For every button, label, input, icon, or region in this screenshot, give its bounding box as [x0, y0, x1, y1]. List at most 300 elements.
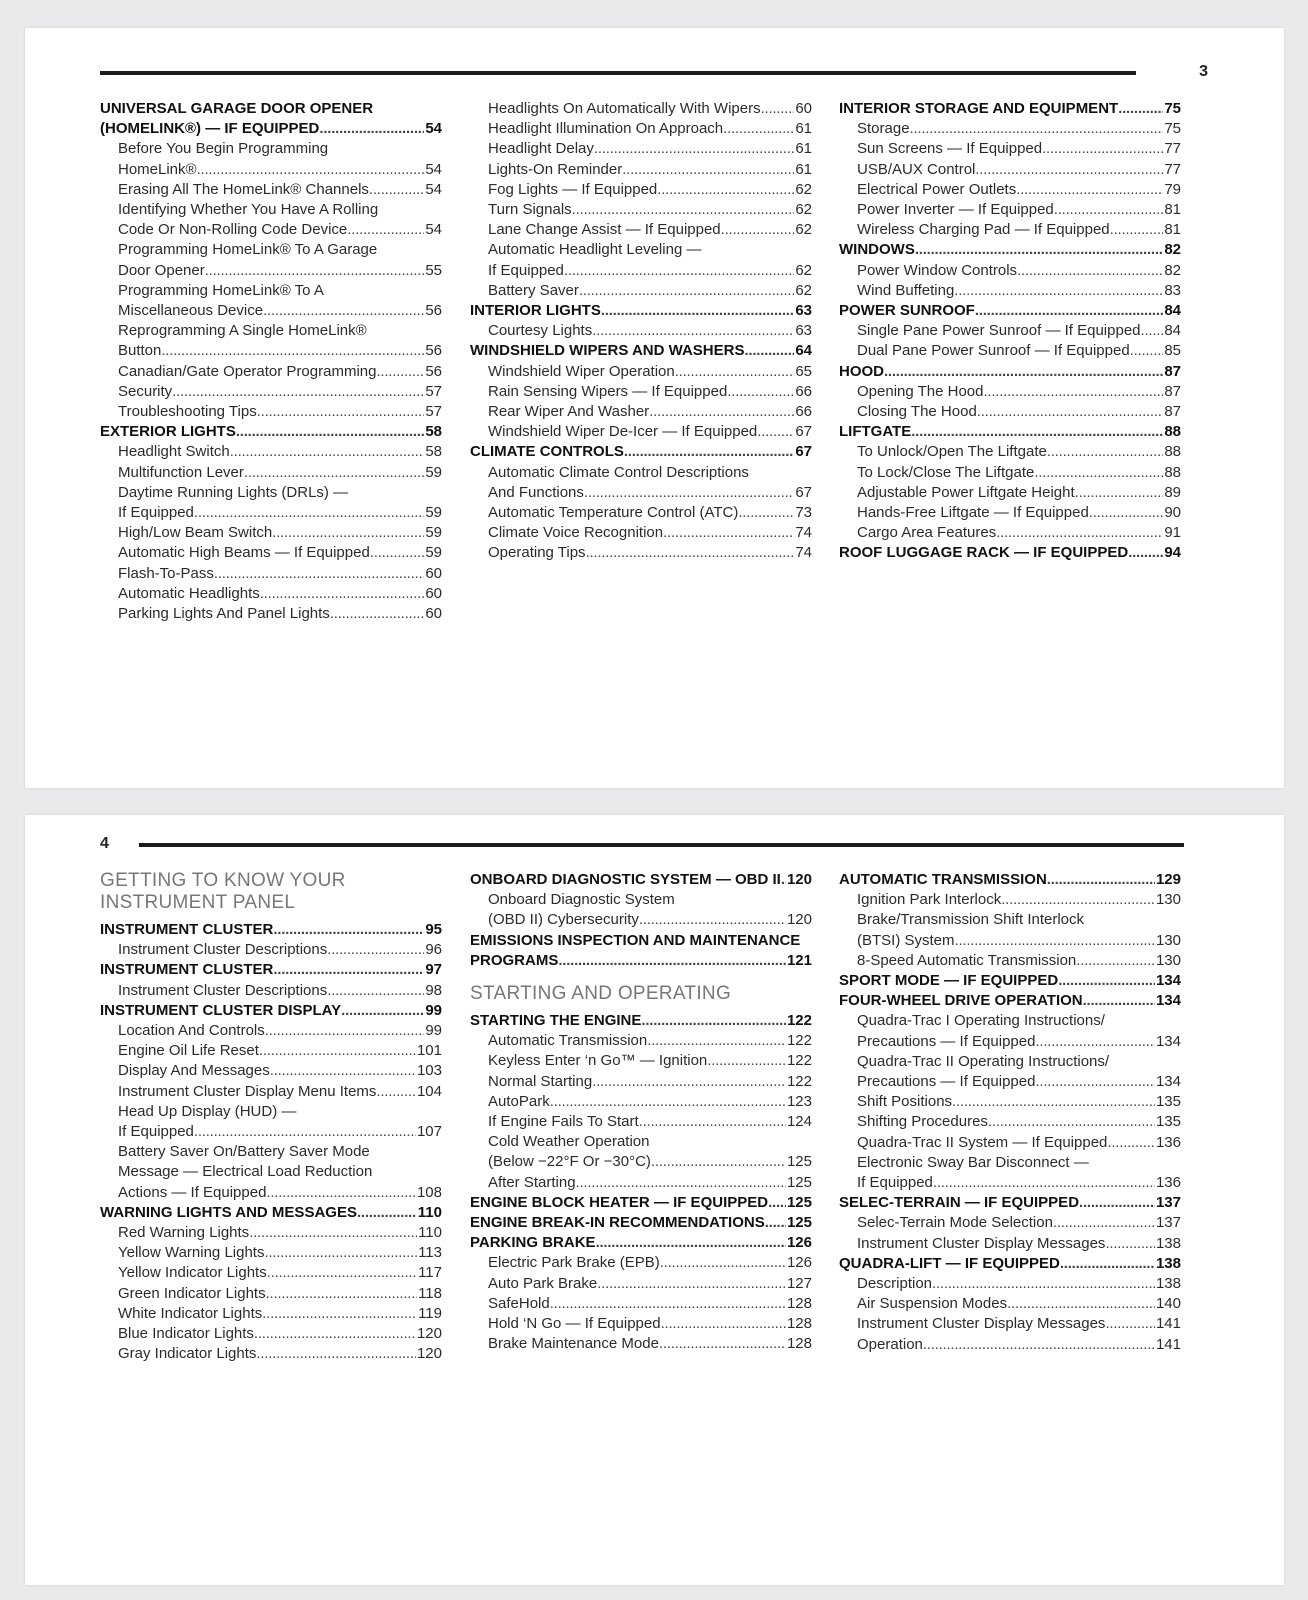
toc-heading[interactable] [839, 971, 1181, 991]
toc-page-number: 64 [795, 342, 812, 360]
toc-entry-title: Security [118, 382, 173, 400]
toc-entry[interactable] [839, 1052, 1181, 1072]
toc-heading[interactable] [470, 1233, 812, 1253]
toc-entry[interactable] [100, 200, 442, 220]
toc-entry-title: Courtesy Lights [488, 322, 593, 340]
toc-entry[interactable] [839, 1294, 1181, 1314]
toc-page-number: 138 [1155, 1254, 1181, 1272]
dot-leader [1118, 99, 1163, 119]
dot-leader [572, 200, 795, 220]
dot-leader [1053, 1213, 1155, 1233]
dot-leader [923, 1335, 1155, 1355]
toc-entry[interactable] [470, 910, 812, 930]
toc-entry-title: Auto Park Brake [488, 1274, 598, 1292]
toc-entry[interactable] [100, 1344, 442, 1364]
toc-entry-title: Closing The Hood [857, 403, 977, 421]
toc-heading[interactable] [470, 1193, 812, 1213]
toc-entry[interactable] [100, 220, 442, 240]
toc-entry[interactable] [470, 1092, 812, 1112]
dot-leader [622, 160, 794, 180]
toc-heading[interactable] [839, 870, 1181, 890]
toc-entry-title: Actions — If Equipped [118, 1183, 267, 1201]
toc-entry-title: Electronic Sway Bar Disconnect — [857, 1153, 1089, 1171]
dot-leader [765, 1213, 786, 1233]
dot-leader [550, 1294, 786, 1314]
toc-entry-title: ONBOARD DIAGNOSTIC SYSTEM — OBD II [470, 871, 781, 888]
toc-page-number: 121 [786, 951, 812, 969]
toc-page-number: 103 [416, 1062, 442, 1080]
toc-entry-title: Red Warning Lights [118, 1224, 250, 1242]
toc-entry[interactable] [470, 119, 812, 139]
toc-entry-title: Parking Lights And Panel Lights [118, 605, 330, 623]
toc-entry[interactable] [470, 1173, 812, 1193]
toc-entry[interactable] [839, 1032, 1181, 1052]
toc-entry-title: AUTOMATIC TRANSMISSION [839, 871, 1047, 888]
toc-page-number: 62 [795, 261, 812, 279]
toc-entry[interactable] [839, 1335, 1181, 1355]
toc-entry[interactable] [100, 1304, 442, 1324]
toc-heading[interactable] [470, 1011, 812, 1031]
toc-entry-title: After Starting [488, 1173, 576, 1191]
toc-page-number: 59 [425, 524, 442, 542]
dot-leader [558, 951, 786, 971]
toc-entry-title: Erasing All The HomeLink® Channels [118, 180, 369, 198]
section-title: GETTING TO KNOW YOUR INSTRUMENT PANEL [100, 870, 346, 913]
toc-entry[interactable] [100, 1082, 442, 1102]
toc-entry[interactable] [100, 281, 442, 301]
toc-page-number: 58 [425, 443, 442, 461]
toc-page-number: 134 [1155, 1073, 1181, 1091]
toc-entry-title: If Equipped [857, 1174, 933, 1192]
toc-entry-title: EXTERIOR LIGHTS [100, 423, 236, 441]
dot-leader [1076, 951, 1155, 971]
toc-entry-title: Keyless Enter ‘n Go™ — Ignition [488, 1052, 708, 1070]
toc-entry-title: Climate Voice Recognition [488, 524, 664, 542]
toc-page-number: 54 [425, 221, 442, 239]
toc-entry[interactable] [100, 1021, 442, 1041]
toc-entry[interactable] [839, 341, 1181, 361]
toc-heading[interactable] [100, 920, 442, 940]
toc-page-number: 94 [1164, 544, 1181, 562]
toc-page-number: 83 [1164, 281, 1181, 299]
toc-entry[interactable] [839, 442, 1181, 462]
toc-entry[interactable] [839, 180, 1181, 200]
toc-entry[interactable] [839, 200, 1181, 220]
toc-entry[interactable] [839, 382, 1181, 402]
toc-entry[interactable] [470, 523, 812, 543]
toc-entry[interactable] [839, 402, 1181, 422]
dot-leader [1075, 483, 1164, 503]
toc-page-number: 107 [416, 1123, 442, 1141]
dot-leader [1047, 442, 1163, 462]
toc-entry[interactable] [470, 220, 812, 240]
toc-entry-title: Programming HomeLink® To A [118, 281, 324, 299]
dot-leader [657, 180, 794, 200]
toc-entry-title: Battery Saver On/Battery Saver Mode [118, 1143, 370, 1161]
toc-entry-title: If Engine Fails To Start [488, 1113, 639, 1131]
toc-heading[interactable] [100, 422, 442, 442]
toc-entry-title: Cargo Area Features [857, 524, 997, 542]
dot-leader [738, 503, 794, 523]
toc-page-number: 120 [786, 911, 812, 929]
toc-entry[interactable] [839, 523, 1181, 543]
toc-entry[interactable] [100, 1284, 442, 1304]
dot-leader [1105, 1314, 1155, 1334]
toc-page-number: 62 [795, 281, 812, 299]
dot-leader [579, 281, 794, 301]
dot-leader [584, 483, 794, 503]
toc-page-number: 120 [786, 871, 812, 888]
toc-page-number: 67 [795, 483, 812, 501]
toc-entry-title: Opening The Hood [857, 382, 984, 400]
toc-entry[interactable] [470, 281, 812, 301]
toc-entry[interactable] [839, 931, 1181, 951]
toc-entry-title: UNIVERSAL GARAGE DOOR OPENER [100, 100, 374, 117]
dot-leader [327, 981, 424, 1001]
toc-column-1 [100, 99, 442, 624]
toc-entry-title: ENGINE BREAK-IN RECOMMENDATIONS [470, 1214, 765, 1232]
toc-entry-title: SELEC-TERRAIN — IF EQUIPPED [839, 1194, 1080, 1212]
toc-heading[interactable] [470, 1213, 812, 1233]
toc-page-number: 124 [786, 1113, 812, 1131]
toc-entry[interactable] [470, 463, 812, 483]
toc-entry[interactable] [100, 1263, 442, 1283]
toc-entry-title: To Unlock/Open The Liftgate [857, 443, 1047, 461]
toc-page-number: 137 [1155, 1194, 1181, 1212]
toc-entry[interactable] [100, 1142, 442, 1162]
dot-leader [262, 1304, 417, 1324]
toc-entry[interactable] [470, 240, 812, 260]
toc-entry[interactable] [839, 910, 1181, 930]
dot-leader [172, 382, 424, 402]
toc-entry-title: Onboard Diagnostic System [488, 891, 675, 909]
toc-heading[interactable] [470, 442, 812, 462]
dot-leader [651, 1152, 786, 1172]
toc-entry[interactable] [839, 1234, 1181, 1254]
toc-entry[interactable] [100, 362, 442, 382]
toc-entry[interactable] [470, 200, 812, 220]
toc-entry[interactable] [470, 1112, 812, 1132]
toc-entry[interactable] [839, 1092, 1181, 1112]
toc-heading[interactable] [839, 362, 1181, 382]
toc-entry[interactable] [100, 160, 442, 180]
dot-leader [1060, 1254, 1155, 1274]
toc-entry-title: Shifting Procedures [857, 1113, 988, 1131]
toc-entry[interactable] [100, 1223, 442, 1243]
toc-entry[interactable] [100, 321, 442, 341]
toc-entry[interactable] [839, 890, 1181, 910]
toc-entry[interactable] [839, 951, 1181, 971]
toc-entry[interactable] [839, 503, 1181, 523]
toc-entry-title: QUADRA-LIFT — IF EQUIPPED [839, 1254, 1060, 1272]
toc-entry[interactable] [839, 321, 1181, 341]
toc-entry[interactable] [839, 1153, 1181, 1173]
toc-entry[interactable] [470, 1072, 812, 1092]
toc-page-number: 84 [1164, 322, 1181, 340]
toc-entry-title: Rear Wiper And Washer [488, 403, 650, 421]
dot-leader [256, 1344, 416, 1364]
toc-entry[interactable] [839, 1072, 1181, 1092]
dot-leader [265, 1021, 425, 1041]
toc-entry[interactable] [100, 402, 442, 422]
toc-entry-title: Power Inverter — If Equipped [857, 201, 1054, 219]
toc-entry[interactable] [839, 463, 1181, 483]
dot-leader [347, 220, 424, 240]
toc-entry[interactable] [100, 981, 442, 1001]
toc-page-number: 61 [795, 140, 812, 158]
toc-entry-title: PROGRAMS [470, 951, 559, 969]
dot-leader [955, 931, 1155, 951]
toc-entry[interactable] [839, 1173, 1181, 1193]
dot-leader [639, 910, 786, 930]
dot-leader [647, 1031, 786, 1051]
toc-page-number: 57 [425, 382, 442, 400]
toc-entry[interactable] [100, 442, 442, 462]
toc-entry-title: Automatic Climate Control Descriptions [488, 463, 749, 481]
dot-leader [264, 1243, 417, 1263]
toc-entry[interactable] [100, 1122, 442, 1142]
toc-entry[interactable] [100, 1243, 442, 1263]
toc-entry[interactable] [470, 1294, 812, 1314]
toc-entry-title: Automatic High Beams — If Equipped [118, 544, 370, 562]
toc-page-number: 138 [1155, 1275, 1181, 1293]
toc-page-number: 91 [1164, 524, 1181, 542]
dot-leader [1107, 1133, 1155, 1153]
toc-entry[interactable] [470, 180, 812, 200]
toc-entry[interactable] [839, 1274, 1181, 1294]
dot-leader [1042, 139, 1163, 159]
toc-page-number: 99 [425, 1001, 442, 1019]
toc-entry[interactable] [470, 1132, 812, 1152]
dot-leader [257, 402, 425, 422]
toc-entry[interactable] [470, 402, 812, 422]
toc-page-number: 128 [786, 1294, 812, 1312]
toc-entry[interactable] [100, 523, 442, 543]
toc-entry-title: INSTRUMENT CLUSTER DISPLAY [100, 1001, 342, 1019]
toc-entry-title: High/Low Beam Switch [118, 524, 273, 542]
toc-page-number: 60 [425, 605, 442, 623]
toc-entry-title: Windshield Wiper De-Icer — If Equipped [488, 423, 758, 441]
toc-heading[interactable] [839, 99, 1181, 119]
toc-entry-title: Adjustable Power Liftgate Height [857, 483, 1075, 501]
toc-page-number: 62 [795, 180, 812, 198]
dot-leader [660, 1253, 786, 1273]
toc-entry[interactable] [470, 1274, 812, 1294]
toc-heading[interactable] [470, 870, 812, 890]
toc-page-number: 108 [416, 1183, 442, 1201]
toc-entry[interactable] [100, 382, 442, 402]
dot-leader [1035, 1032, 1155, 1052]
toc-entry[interactable] [470, 321, 812, 341]
toc-heading[interactable] [470, 951, 812, 971]
dot-leader [1017, 261, 1163, 281]
toc-page-number: 59 [425, 504, 442, 522]
toc-entry[interactable] [100, 503, 442, 523]
dot-leader [1083, 991, 1155, 1011]
toc-page-number: 99 [425, 1022, 442, 1040]
toc-page-4 [25, 815, 1284, 1585]
toc-entry[interactable] [839, 160, 1181, 180]
toc-entry[interactable] [100, 301, 442, 321]
toc-heading[interactable] [839, 240, 1181, 260]
toc-entry[interactable] [100, 139, 442, 159]
toc-entry-title: Button [118, 342, 162, 360]
dot-leader [1130, 341, 1164, 361]
toc-entry[interactable] [100, 584, 442, 604]
toc-entry-title: Green Indicator Lights [118, 1284, 266, 1302]
toc-heading[interactable] [100, 960, 442, 980]
toc-page-number: 97 [425, 961, 442, 979]
dot-leader [1089, 503, 1164, 523]
toc-heading[interactable] [470, 931, 812, 951]
toc-entry[interactable] [470, 261, 812, 281]
toc-entry-title: Daytime Running Lights (DRLs) — [118, 483, 349, 501]
toc-entry[interactable] [100, 1102, 442, 1122]
toc-entry[interactable] [470, 1051, 812, 1071]
toc-page-number: 54 [425, 160, 442, 178]
toc-entry[interactable] [470, 1031, 812, 1051]
dot-leader [884, 362, 1163, 382]
toc-entry[interactable] [839, 119, 1181, 139]
dot-leader [249, 1223, 417, 1243]
toc-entry[interactable] [839, 281, 1181, 301]
toc-entry[interactable] [100, 604, 442, 624]
toc-entry[interactable] [470, 503, 812, 523]
toc-entry[interactable] [100, 180, 442, 200]
toc-entry[interactable] [839, 1112, 1181, 1132]
toc-page-number: 125 [786, 1214, 812, 1232]
toc-page-number: 59 [425, 544, 442, 562]
toc-heading[interactable] [839, 543, 1181, 563]
toc-entry-title: Automatic Temperature Control (ATC) [488, 504, 739, 522]
toc-page-number: 141 [1155, 1335, 1181, 1353]
toc-entry[interactable] [470, 890, 812, 910]
toc-page-number: 101 [416, 1042, 442, 1060]
toc-entry[interactable] [470, 1314, 812, 1334]
toc-entry[interactable] [470, 99, 812, 119]
toc-heading[interactable] [100, 119, 442, 139]
toc-heading[interactable] [839, 301, 1181, 321]
toc-page-number: 141 [1155, 1315, 1181, 1333]
toc-entry[interactable] [100, 240, 442, 260]
toc-entry[interactable] [839, 1213, 1181, 1233]
toc-entry-title: FOUR-WHEEL DRIVE OPERATION [839, 992, 1083, 1010]
toc-entry[interactable] [839, 483, 1181, 503]
toc-heading[interactable] [839, 1254, 1181, 1274]
toc-entry[interactable] [100, 1061, 442, 1081]
toc-entry-title: LIFTGATE [839, 423, 912, 441]
toc-entry[interactable] [470, 362, 812, 382]
toc-entry[interactable] [470, 422, 812, 442]
toc-entry[interactable] [100, 483, 442, 503]
dot-leader [236, 422, 424, 442]
toc-entry[interactable] [100, 1041, 442, 1061]
dot-leader [230, 442, 425, 462]
toc-page-number: 67 [795, 423, 812, 441]
toc-entry-title: Wireless Charging Pad — If Equipped [857, 221, 1110, 239]
toc-page-number: 62 [795, 201, 812, 219]
toc-entry[interactable] [839, 1314, 1181, 1334]
dot-leader [1058, 971, 1155, 991]
toc-entry[interactable] [100, 463, 442, 483]
toc-entry[interactable] [100, 1162, 442, 1182]
toc-heading[interactable] [839, 1193, 1181, 1213]
toc-entry[interactable] [100, 1183, 442, 1203]
toc-page-number: 60 [425, 584, 442, 602]
toc-entry-title: WINDSHIELD WIPERS AND WASHERS [470, 342, 745, 360]
toc-page-number: 89 [1164, 483, 1181, 501]
toc-entry-title: If Equipped [488, 261, 564, 279]
toc-heading[interactable] [100, 99, 442, 119]
page-number: 4 [100, 835, 109, 852]
dot-leader [952, 1092, 1155, 1112]
toc-entry[interactable] [839, 139, 1181, 159]
dot-leader [576, 1173, 786, 1193]
toc-entry[interactable] [100, 1324, 442, 1344]
toc-entry-title: Automatic Headlight Leveling — [488, 241, 702, 259]
toc-entry[interactable] [100, 341, 442, 361]
toc-heading[interactable] [839, 991, 1181, 1011]
toc-entry-title: Programming HomeLink® To A Garage [118, 241, 378, 259]
toc-page-number: 128 [786, 1315, 812, 1333]
toc-page-number: 118 [418, 1284, 442, 1302]
toc-page-number: 67 [795, 443, 812, 461]
toc-column-3 [839, 870, 1181, 1355]
dot-leader [661, 1314, 786, 1334]
toc-entry[interactable] [839, 220, 1181, 240]
toc-entry[interactable] [470, 1253, 812, 1273]
dot-leader [675, 362, 795, 382]
dot-leader [330, 604, 425, 624]
toc-page-number: 98 [425, 981, 442, 999]
toc-page-number: 136 [1155, 1174, 1181, 1192]
toc-entry[interactable] [839, 261, 1181, 281]
toc-entry-title: Brake Maintenance Mode [488, 1335, 659, 1353]
toc-entry[interactable] [100, 564, 442, 584]
toc-page-number: 122 [786, 1012, 812, 1030]
toc-entry[interactable] [839, 1133, 1181, 1153]
toc-entry[interactable] [470, 543, 812, 563]
toc-entry[interactable] [839, 1011, 1181, 1031]
dot-leader [592, 321, 794, 341]
toc-entry[interactable] [100, 940, 442, 960]
dot-leader [260, 584, 425, 604]
toc-page-number: 59 [425, 463, 442, 481]
toc-entry-title: Headlight Switch [118, 443, 230, 461]
toc-entry[interactable] [100, 261, 442, 281]
toc-entry[interactable] [470, 1334, 812, 1354]
toc-entry[interactable] [470, 160, 812, 180]
toc-heading[interactable] [100, 1203, 442, 1223]
toc-entry[interactable] [470, 483, 812, 503]
toc-page-number: 75 [1164, 120, 1181, 138]
toc-heading[interactable] [470, 341, 812, 361]
toc-heading[interactable] [100, 1001, 442, 1021]
dot-leader [197, 160, 425, 180]
toc-heading[interactable] [839, 422, 1181, 442]
toc-entry-title: Normal Starting [488, 1072, 593, 1090]
toc-entry[interactable] [470, 139, 812, 159]
toc-entry[interactable] [470, 1152, 812, 1172]
toc-entry[interactable] [470, 382, 812, 402]
toc-page-number: 75 [1164, 100, 1181, 117]
toc-heading[interactable] [470, 301, 812, 321]
toc-entry-title: WARNING LIGHTS AND MESSAGES [100, 1203, 357, 1221]
toc-entry-title: Single Pane Power Sunroof — If Equipped [857, 322, 1141, 340]
toc-entry[interactable] [100, 543, 442, 563]
toc-page-number: 90 [1164, 504, 1181, 522]
toc-entry-title: (BTSI) System [857, 931, 955, 949]
